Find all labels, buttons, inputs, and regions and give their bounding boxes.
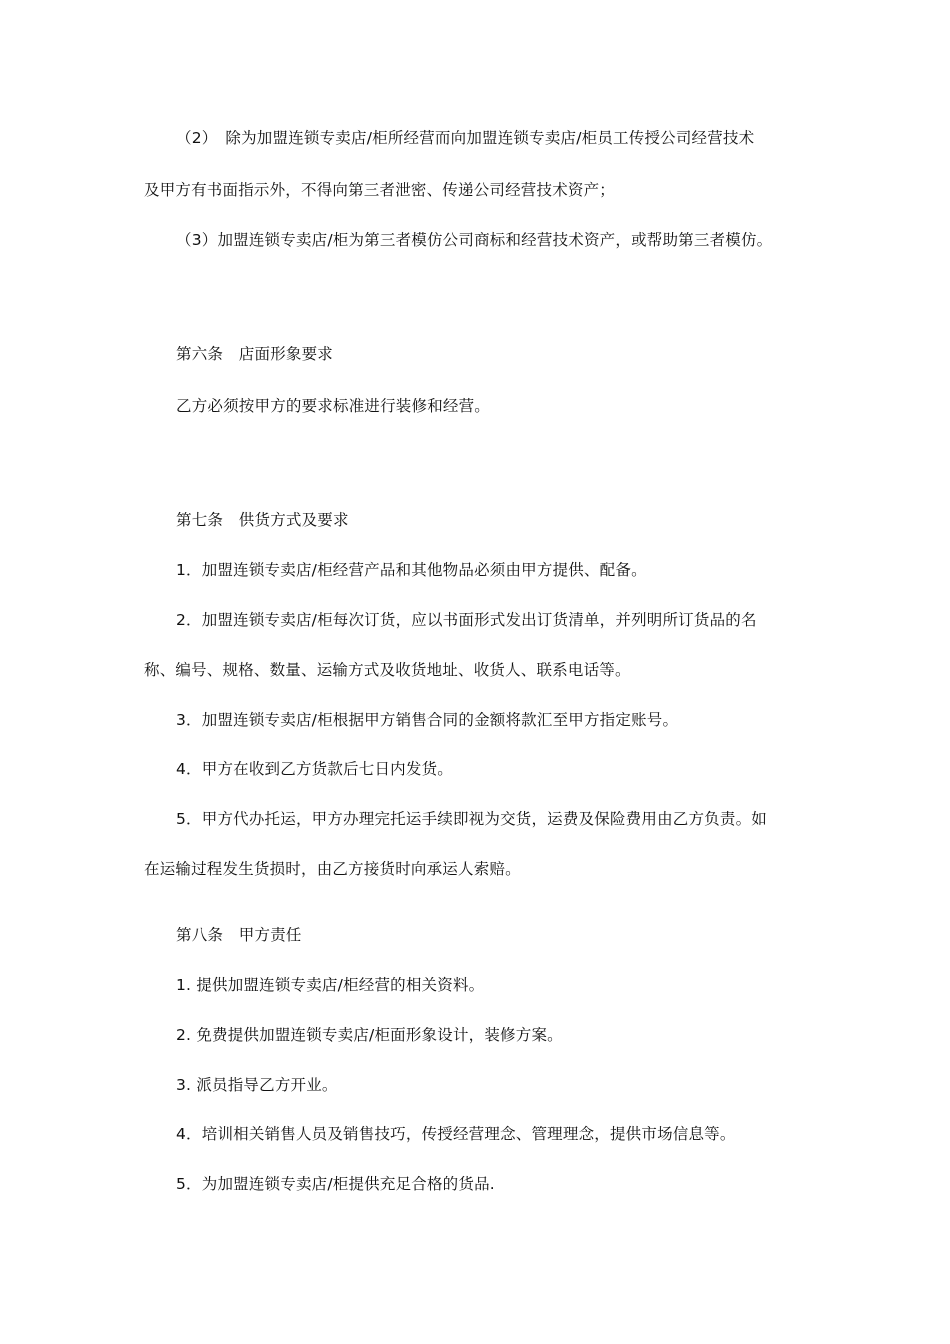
article-7-item-5-line-2: 在运输过程发生货损时，由乙方接货时向承运人索赔。	[144, 860, 521, 878]
article-8-item-2: 2. 免费提供加盟连锁专卖店/柜面形象设计，装修方案。	[176, 1026, 563, 1044]
clause-5-item-2-line-2: 及甲方有书面指示外，不得向第三者泄密、传递公司经营技术资产；	[144, 181, 616, 199]
article-7-item-1: 1．加盟连锁专卖店/柜经营产品和其他物品必须由甲方提供、配备。	[176, 561, 647, 579]
article-8-item-5: 5．为加盟连锁专卖店/柜提供充足合格的货品.	[176, 1175, 495, 1193]
article-8-item-3: 3. 派员指导乙方开业。	[176, 1076, 338, 1094]
article-7-title: 第七条 供货方式及要求	[176, 511, 349, 529]
article-7-item-5-line-1: 5．甲方代办托运，甲方办理完托运手续即视为交货，运费及保险费用由乙方负责。如	[176, 810, 767, 828]
article-7-item-2-line-1: 2．加盟连锁专卖店/柜每次订货，应以书面形式发出订货清单，并列明所订货品的名	[176, 611, 757, 629]
article-7-item-3: 3．加盟连锁专卖店/柜根据甲方销售合同的金额将款汇至甲方指定账号。	[176, 711, 679, 729]
clause-5-item-2-line-1: （2） 除为加盟连锁专卖店/柜所经营而向加盟连锁专卖店/柜员工传授公司经营技术	[176, 129, 755, 147]
article-8-item-1: 1. 提供加盟连锁专卖店/柜经营的相关资料。	[176, 976, 485, 994]
article-7-item-2-line-2: 称、编号、规格、数量、运输方式及收货地址、收货人、联系电话等。	[144, 661, 631, 679]
article-6-title: 第六条 店面形象要求	[176, 345, 334, 363]
article-8-item-4: 4．培训相关销售人员及销售技巧，传授经营理念、管理理念，提供市场信息等。	[176, 1125, 736, 1143]
article-6-text: 乙方必须按甲方的要求标准进行装修和经营。	[176, 397, 491, 415]
article-8-title: 第八条 甲方责任	[176, 926, 302, 944]
article-7-item-4: 4．甲方在收到乙方货款后七日内发货。	[176, 760, 453, 778]
clause-5-item-3: （3）加盟连锁专卖店/柜为第三者模仿公司商标和经营技术资产，或帮助第三者模仿。	[176, 231, 773, 249]
